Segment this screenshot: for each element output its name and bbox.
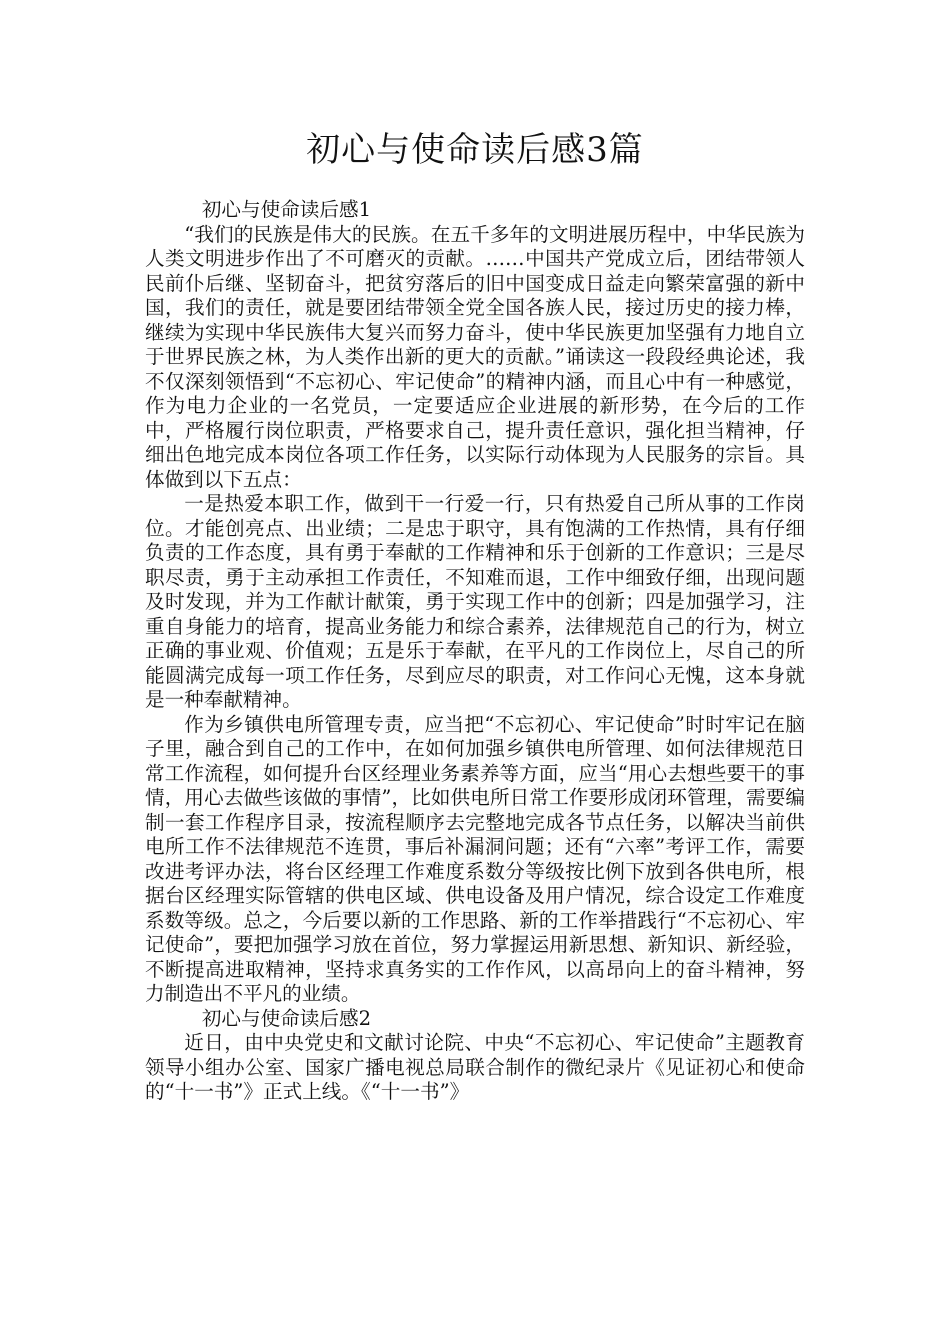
body-paragraph: 作为乡镇供电所管理专责，应当把“不忘初心、牢记使命”时时牢记在脑子里，融合到自己的工作中，在如何加强乡镇供电所管理、如何法律规范日常工作流程，如何提升台区经理业务素养等方面，应当“用心去想些要干的事情，用心去做些该做的事情”，比如供电所日常工作要形成闭环管理，需要编制一套工作程序目录，按流程顺序去完整地完成各节点任务，以解决当前供电所工作不法律规范不连贯，事后补漏洞问题；还有“六率”考评工作，需要改进考评办法，将台区经理工作难度系数分等级按比例下放到各供电所，根据台区经理实际管辖的供电区域、供电设备及用户情况，综合设定工作难度系数等级。总之，今后要以新的工作思路、新的工作举措践行“不忘初心、牢记使命”，要把加强学习放在首位，努力掌握运用新思想、新知识、新经验，不断提高进取精神，坚持求真务实的工作作风，以高昂向上的奋斗精神，努力制造出不平凡的业绩。 xyxy=(145,712,805,1005)
document-body xyxy=(145,198,805,1105)
body-paragraph: 近日，由中央党史和文献讨论院、中央“不忘初心、牢记使命”主题教育领导小组办公室、国家广播电视总局联合制作的微纪录片《见证初心和使命的“十一书”》正式上线。《“十一书”》 xyxy=(145,1031,805,1103)
section-heading-1: 初心与使命读后感1 xyxy=(201,198,372,221)
document-title: 初心与使命读后感3篇 xyxy=(306,130,644,170)
section-heading-2: 初心与使命读后感2 xyxy=(201,1006,372,1030)
body-paragraph: 一是热爱本职工作，做到干一行爱一行，只有热爱自己所从事的工作岗位。才能创亮点、出业绩；二是忠于职守，具有饱满的工作热情，具有仔细负责的工作态度，具有勇于奉献的工作精神和乐于创新的工作意识；三是尽职尽责，勇于主动承担工作责任，不知难而退，工作中细致仔细，出现问题及时发现，并为工作献计献策，勇于实现工作中的创新；四是加强学习，注重自身能力的培育，提高业务能力和综合素养，法律规范自己的行为，树立正确的事业观、价值观；五是乐于奉献，在平凡的工作岗位上，尽自己的所能圆满完成每一项工作任务，尽到应尽的职责，对工作问心无愧，这本身就是一种奉献精神。 xyxy=(145,492,805,711)
body-paragraph: “我们的民族是伟大的民族。在五千多年的文明进展历程中，中华民族为人类文明进步作出了不可磨灭的贡献。……中国共产党成立后，团结带领人民前仆后继、坚韧奋斗，把贫穷落后的旧中国变成日益走向繁荣富强的新中国，我们的责任，就是要团结带领全党全国各族人民，接过历史的接力棒，继续为实现中华民族伟大复兴而努力奋斗，使中华民族更加坚强有力地自立于世界民族之林，为人类作出新的更大的贡献。”诵读这一段段经典论述，我不仅深刻领悟到“不忘初心、牢记使命”的精神内涵，而且心中有一种感觉，作为电力企业的一名党员，一定要适应企业进展的新形势，在今后的工作中，严格履行岗位职责，严格要求自己，提升责任意识，强化担当精神，仔细出色地完成本岗位各项工作任务，以实际行动体现为人民服务的宗旨。具体做到以下五点： xyxy=(145,222,805,491)
